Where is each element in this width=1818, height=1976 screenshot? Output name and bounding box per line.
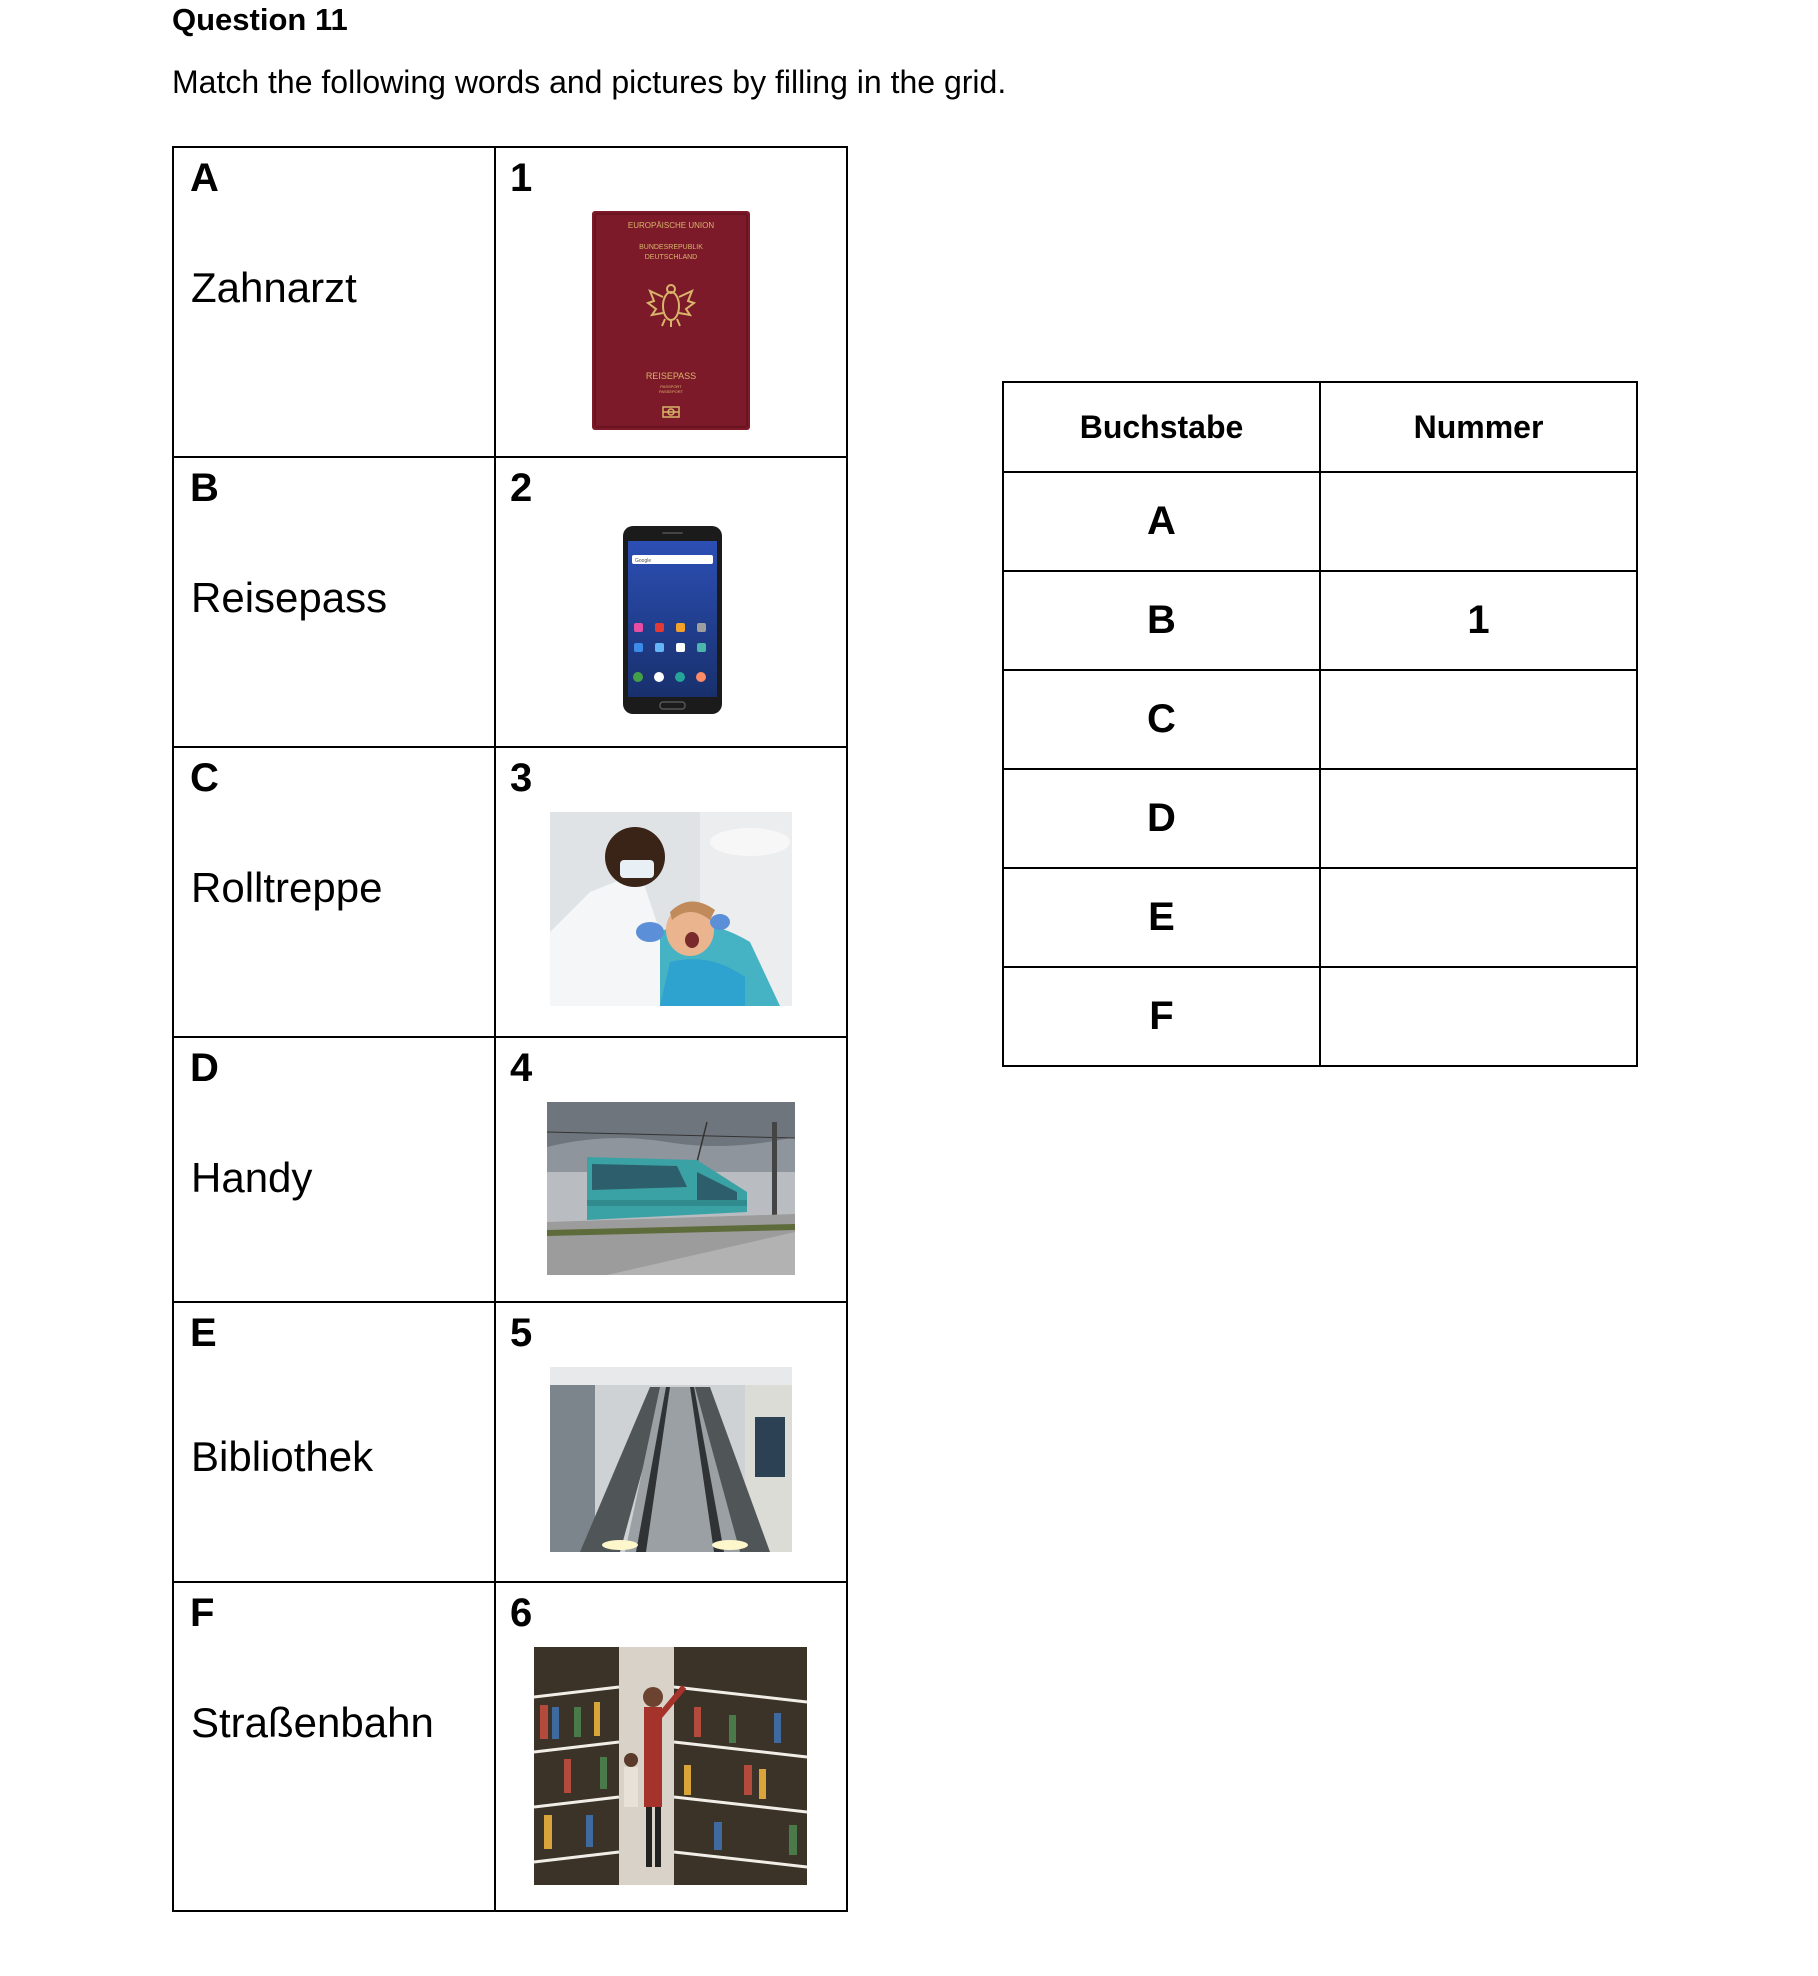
passport-text: PASSEPORT (658, 389, 684, 394)
answer-number-field[interactable] (1320, 472, 1637, 571)
row-letter: F (190, 1591, 215, 1635)
picture-cell (495, 747, 847, 1037)
letter-cell (173, 747, 495, 1037)
answer-letter: C (1003, 670, 1320, 769)
answer-number-field[interactable] (1320, 769, 1637, 868)
answer-number-field[interactable]: 1 (1320, 571, 1637, 670)
passport-text: EUROPÄISCHE UNION (627, 221, 715, 230)
question-instruction: Match the following words and pictures by filling in the grid. (172, 64, 1007, 100)
picture-cell (495, 147, 847, 457)
row-number: 3 (510, 756, 533, 800)
row-word: Rolltreppe (191, 864, 383, 911)
answer-letter: F (1003, 967, 1320, 1066)
answer-row (1003, 472, 1637, 571)
tram-image (547, 1102, 795, 1275)
row-number: 6 (510, 1591, 533, 1635)
row-letter: E (190, 1311, 217, 1355)
table-row (173, 747, 847, 1037)
answer-letter: D (1003, 769, 1320, 868)
row-word: Handy (191, 1154, 313, 1201)
picture-cell (495, 1582, 847, 1911)
answer-row (1003, 967, 1637, 1066)
row-letter: D (190, 1046, 219, 1090)
picture-cell (495, 1302, 847, 1582)
passport-image (592, 211, 750, 430)
row-number: 1 (510, 156, 533, 200)
picture-cell (495, 457, 847, 747)
row-number: 5 (510, 1311, 533, 1355)
matching-table (172, 146, 848, 1912)
row-word: Reisepass (191, 574, 388, 621)
answer-header-row (1003, 382, 1637, 472)
letter-cell (173, 457, 495, 747)
row-word: Straßenbahn (191, 1699, 434, 1746)
header-nummer: Nummer (1320, 382, 1637, 472)
row-word: Bibliothek (191, 1433, 374, 1480)
passport-text: BUNDESREPUBLIK (639, 244, 703, 251)
answer-letter: E (1003, 868, 1320, 967)
row-number: 2 (510, 466, 533, 510)
answer-letter: A (1003, 472, 1320, 571)
answer-row (1003, 769, 1637, 868)
picture-cell (495, 1037, 847, 1302)
answer-number-field[interactable] (1320, 868, 1637, 967)
answer-letter: B (1003, 571, 1320, 670)
row-letter: C (190, 756, 219, 800)
escalator-image (550, 1367, 792, 1552)
library-image (534, 1647, 807, 1885)
answer-row (1003, 670, 1637, 769)
table-row (173, 1037, 847, 1302)
row-number: 4 (510, 1046, 533, 1090)
dentist-image (550, 812, 792, 1006)
letter-cell (173, 1037, 495, 1302)
answer-number-field[interactable] (1320, 670, 1637, 769)
table-row (173, 147, 847, 457)
passport-text: DEUTSCHLAND (644, 254, 698, 261)
smartphone-image (622, 525, 723, 715)
row-word: Zahnarzt (191, 264, 357, 311)
letter-cell (173, 147, 495, 457)
answer-row (1003, 571, 1637, 670)
header-buchstabe: Buchstabe (1003, 382, 1320, 472)
letter-cell (173, 1582, 495, 1911)
table-row (173, 457, 847, 747)
question-title: Question 11 (172, 2, 348, 37)
table-row (173, 1582, 847, 1911)
passport-text: PASSPORT (660, 384, 682, 389)
passport-text: REISEPASS (645, 371, 697, 381)
answer-number-field[interactable] (1320, 967, 1637, 1066)
row-letter: B (190, 466, 219, 510)
phone-search-label: Google (635, 558, 652, 564)
letter-cell (173, 1302, 495, 1582)
answer-grid (1002, 381, 1638, 1067)
table-row (173, 1302, 847, 1582)
row-letter: A (190, 156, 219, 200)
answer-row (1003, 868, 1637, 967)
